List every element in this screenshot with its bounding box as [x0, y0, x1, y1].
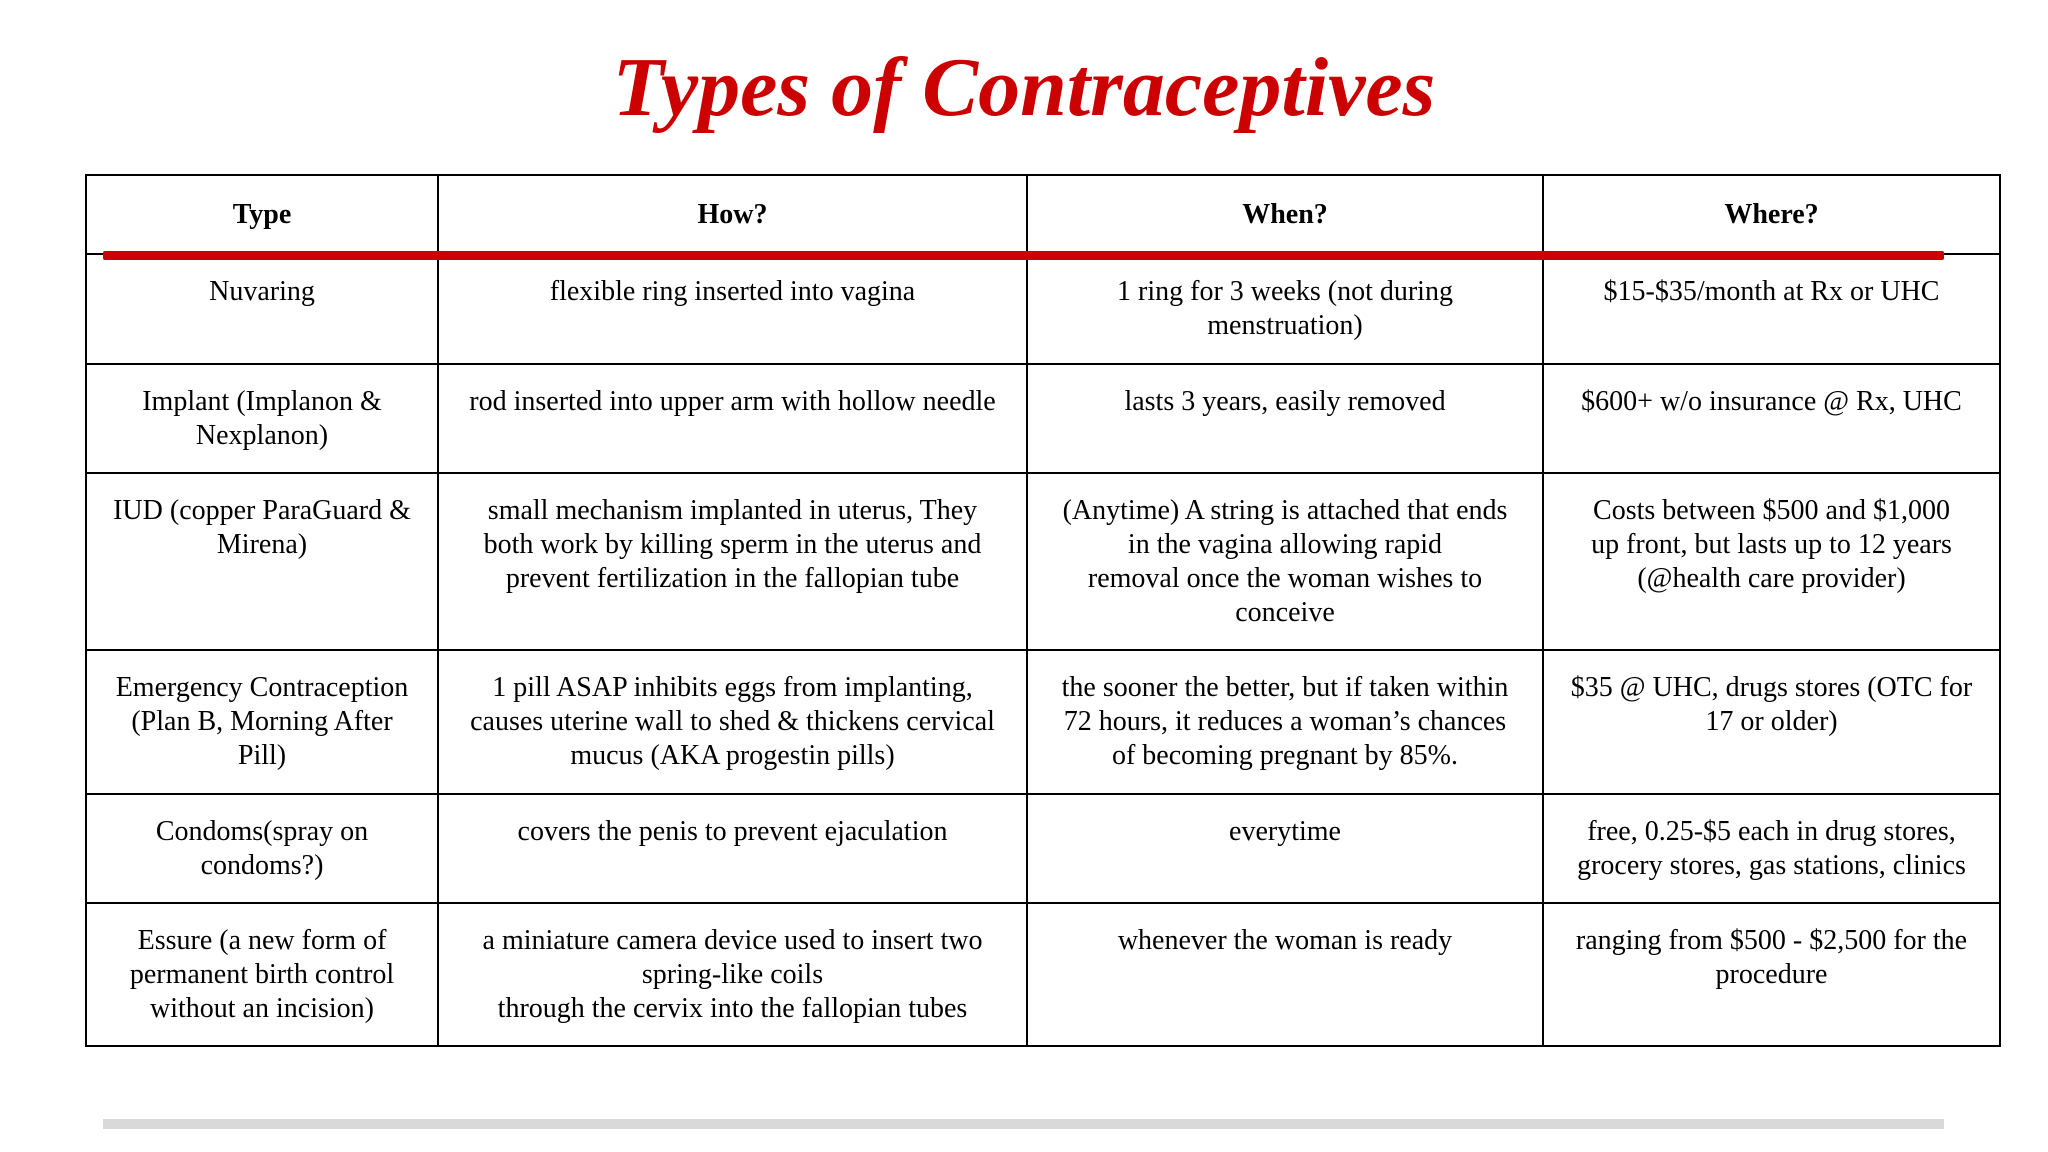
- cell-where: $35 @ UHC, drugs stores (OTC for 17 or older): [1543, 650, 2000, 794]
- cell-when: 1 ring for 3 weeks (not during menstruation): [1027, 254, 1543, 364]
- cell-where: $600+ w/o insurance @ Rx, UHC: [1543, 364, 2000, 473]
- header-type: Type: [86, 175, 438, 254]
- header-how: How?: [438, 175, 1027, 254]
- table-row-iud: [86, 473, 2000, 650]
- cell-when: (Anytime) A string is attached that ends in the vagina allowing rapid removal once the woman wishes to conceive: [1027, 473, 1543, 650]
- table-header-row: [86, 175, 2000, 254]
- header-accent-line: [103, 251, 1944, 260]
- table-row-condoms: [86, 794, 2000, 903]
- cell-type: Essure (a new form of permanent birth control without an incision): [86, 903, 438, 1046]
- contraceptives-table: [85, 174, 2001, 1047]
- cell-type: Implant (Implanon & Nexplanon): [86, 364, 438, 473]
- cell-where: Costs between $500 and $1,000 up front, but lasts up to 12 years (@health care provider): [1543, 473, 2000, 650]
- cell-how: small mechanism implanted in uterus, They both work by killing sperm in the uterus and prevent fertilization in the fallopian tube: [438, 473, 1027, 650]
- cell-type: Condoms(spray on condoms?): [86, 794, 438, 903]
- cell-how: rod inserted into upper arm with hollow needle: [438, 364, 1027, 473]
- cell-how: 1 pill ASAP inhibits eggs from implanting, causes uterine wall to shed & thickens cervical mucus (AKA progestin pills): [438, 650, 1027, 794]
- cell-when: the sooner the better, but if taken within 72 hours, it reduces a woman’s chances of becoming pregnant by 85%.: [1027, 650, 1543, 794]
- header-when: When?: [1027, 175, 1543, 254]
- cell-type: Nuvaring: [86, 254, 438, 364]
- table-row-nuvaring: [86, 254, 2000, 364]
- header-where: Where?: [1543, 175, 2000, 254]
- cell-when: lasts 3 years, easily removed: [1027, 364, 1543, 473]
- cell-how: flexible ring inserted into vagina: [438, 254, 1027, 364]
- footer-divider: [103, 1119, 1944, 1129]
- cell-how: covers the penis to prevent ejaculation: [438, 794, 1027, 903]
- cell-where: free, 0.25-$5 each in drug stores, grocery stores, gas stations, clinics: [1543, 794, 2000, 903]
- cell-when: whenever the woman is ready: [1027, 903, 1543, 1046]
- cell-type: IUD (copper ParaGuard & Mirena): [86, 473, 438, 650]
- table-row-essure: [86, 903, 2000, 1046]
- cell-when: everytime: [1027, 794, 1543, 903]
- cell-where: ranging from $500 - $2,500 for the procedure: [1543, 903, 2000, 1046]
- cell-how: a miniature camera device used to insert two spring-like coils through the cervix into the fallopian tubes: [438, 903, 1027, 1046]
- cell-where: $15-$35/month at Rx or UHC: [1543, 254, 2000, 364]
- table-row-emergency-contraception: [86, 650, 2000, 794]
- cell-type: Emergency Contraception (Plan B, Morning After Pill): [86, 650, 438, 794]
- page-title: Types of Contraceptives: [612, 41, 1436, 134]
- table-row-implant: [86, 364, 2000, 473]
